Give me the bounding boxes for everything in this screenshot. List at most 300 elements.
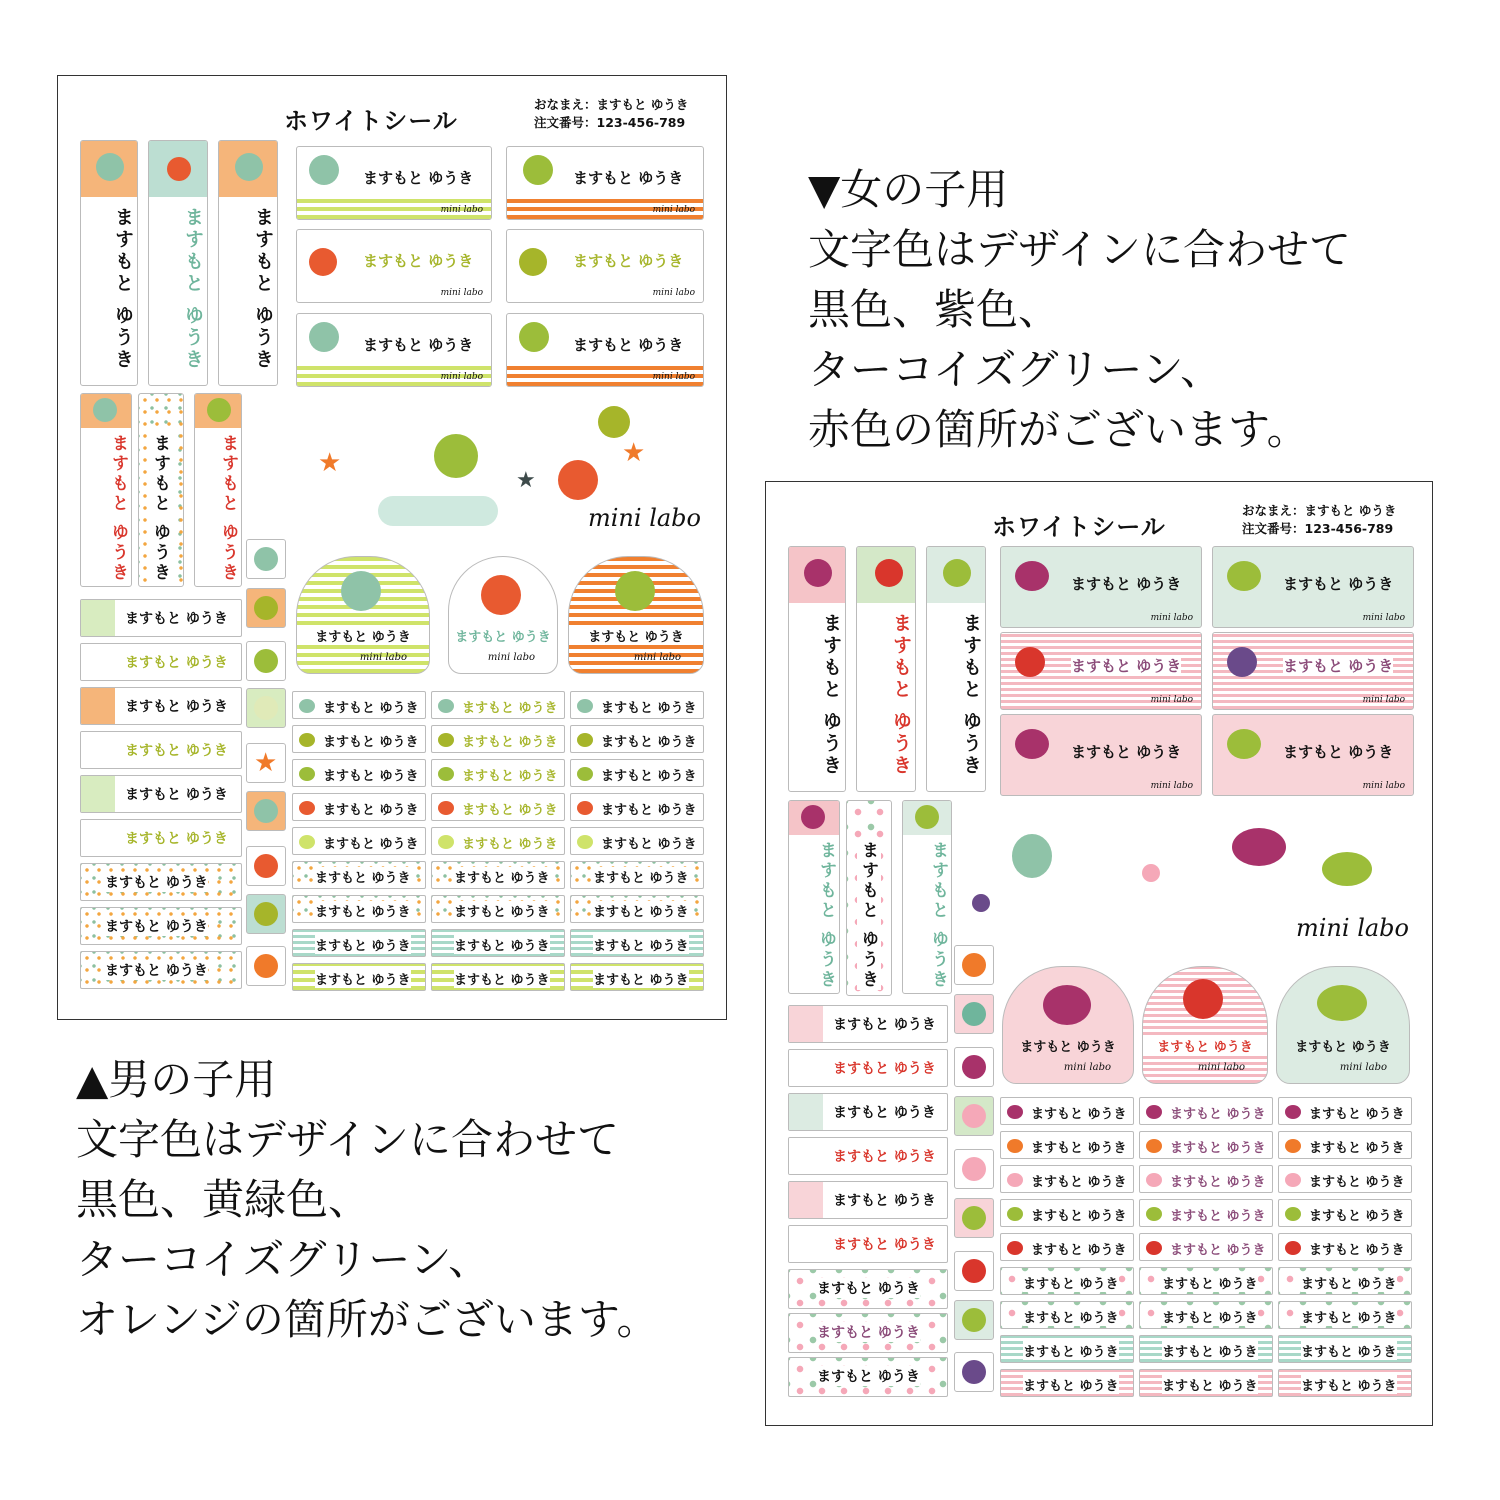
name-label-small — [1000, 1199, 1134, 1227]
name-label-small — [1000, 1369, 1134, 1397]
heart-icon — [1015, 647, 1045, 677]
name-text: ますもと ゆうき — [363, 252, 474, 270]
alien-cap — [195, 394, 241, 428]
name-text: ますもと ゆうき — [1301, 1341, 1397, 1360]
name-text: ますもと ゆうき — [105, 916, 208, 936]
name-label: おなまえ： — [534, 97, 597, 112]
moon-icon — [577, 835, 593, 849]
clover-icon — [962, 1308, 986, 1332]
name-text: ますもと ゆうき — [315, 867, 411, 886]
name-text: ますもと ゆうき — [1170, 1107, 1266, 1122]
name-text: ますもと ゆうき — [1162, 1375, 1258, 1394]
bird-icon — [804, 559, 832, 587]
flower-icon — [789, 1006, 823, 1042]
icon-sticker — [246, 846, 286, 886]
name-label-small — [292, 725, 426, 753]
name-text: ますもと ゆうき — [454, 867, 550, 886]
bird-icon — [801, 805, 825, 829]
girl-sticker-sheet — [765, 481, 1433, 1426]
name-text: ますもと ゆうき — [817, 1278, 920, 1298]
moon-icon — [254, 799, 278, 823]
brand-text: mini labo — [1362, 781, 1405, 791]
boy-sticker-sheet — [57, 75, 727, 1020]
tall-label — [788, 546, 846, 792]
planet-icon — [81, 644, 115, 680]
name-text: ますもと ゆうき — [462, 837, 558, 852]
alien-icon — [235, 153, 263, 181]
name-label-small — [1139, 1131, 1273, 1159]
name-label-small — [1000, 1301, 1134, 1329]
flower-icon — [1146, 1241, 1162, 1255]
alien-icon — [309, 322, 339, 352]
name-label-medium — [788, 1225, 948, 1263]
alien-icon — [438, 699, 454, 713]
alien-icon — [519, 322, 549, 352]
planet-icon — [299, 733, 315, 747]
planet-icon — [577, 733, 593, 747]
name-text: ますもと ゆうき — [1170, 1141, 1266, 1156]
name-text: ますもと ゆうき — [1309, 1141, 1405, 1156]
name-label-small — [431, 793, 565, 821]
star-icon: ★ — [254, 748, 278, 778]
name-text: ますもと ゆうき — [454, 935, 550, 954]
name-label-small — [431, 963, 565, 991]
name-text: ますもと ゆうき — [817, 1366, 920, 1386]
alien-icon — [577, 767, 593, 781]
brand-text: mini labo — [1150, 781, 1193, 791]
name-label-medium — [80, 951, 242, 989]
icon-sticker — [954, 994, 994, 1034]
clover-icon — [962, 1002, 986, 1026]
name-text: ますもと ゆうき — [462, 803, 558, 818]
planet-icon — [481, 575, 521, 615]
ufo-icon — [254, 902, 278, 926]
name-text: ますもと ゆうき — [1162, 1341, 1258, 1360]
flower-icon — [1007, 1139, 1023, 1153]
bird-icon — [962, 1206, 986, 1230]
brand-text: mini labo — [1063, 1062, 1111, 1073]
moon-icon — [299, 835, 315, 849]
name-label-small — [292, 793, 426, 821]
name-label-small — [570, 861, 704, 889]
name-text: ますもと ゆうき — [833, 1017, 936, 1033]
name-label-small — [292, 929, 426, 957]
planet-cap — [149, 141, 207, 197]
name-label-large — [1212, 714, 1414, 796]
name-text: ますもと ゆうき — [833, 1061, 936, 1077]
icon-sticker — [246, 588, 286, 628]
name-text: ますもと ゆうき — [455, 630, 551, 645]
name-text: ますもと ゆうき — [593, 935, 689, 954]
name-label-medium — [788, 1005, 948, 1043]
icon-sticker — [954, 1300, 994, 1340]
planet-icon — [167, 157, 191, 181]
vertical-name: ますもと ゆうき — [112, 207, 134, 371]
vertical-name: ますもと ゆうき — [149, 434, 173, 583]
icon-sticker — [954, 1047, 994, 1087]
alien-icon — [438, 767, 454, 781]
star-icon: ★ — [622, 438, 646, 468]
brand-text: mini labo — [1197, 1062, 1245, 1073]
bird-icon — [789, 1094, 823, 1130]
note-line: ▼女の子用 — [808, 165, 1009, 214]
name-label-small — [1000, 1131, 1134, 1159]
icon-sticker — [954, 1096, 994, 1136]
name-text: ますもと ゆうき — [323, 735, 419, 750]
brand-text: mini labo — [359, 652, 407, 663]
name-label-small — [570, 827, 704, 855]
planet-icon — [309, 248, 337, 276]
flower-icon — [1146, 1173, 1162, 1187]
bird-icon — [1007, 1105, 1023, 1119]
name-text: ますもと ゆうき — [1301, 1307, 1397, 1326]
bird-icon — [1232, 828, 1286, 866]
name-label-small — [292, 759, 426, 787]
name-text: ますもと ゆうき — [315, 935, 411, 954]
bird-icon — [1285, 1207, 1301, 1221]
flower-icon — [962, 953, 986, 977]
icon-sticker — [954, 1352, 994, 1392]
brand-text: mini labo — [440, 288, 483, 298]
name-text: ますもと ゆうき — [1309, 1209, 1405, 1224]
bird-icon — [943, 559, 971, 587]
icon-sticker — [246, 539, 286, 579]
bird-cap — [789, 547, 845, 603]
name-label-small — [1139, 1097, 1273, 1125]
name-text: ますもと ゆうき — [1283, 657, 1394, 675]
name-text: ますもと ゆうき — [573, 336, 684, 354]
name-label-small — [292, 963, 426, 991]
name-text: ますもと ゆうき — [125, 655, 228, 671]
note-line: 赤色の箇所がございます。 — [808, 405, 1309, 454]
tall-label — [218, 140, 278, 386]
brand-text: mini labo — [1150, 695, 1193, 705]
brand-text: mini labo — [440, 205, 483, 215]
name-label-medium — [80, 599, 242, 637]
name-text: ますもと ゆうき — [1170, 1175, 1266, 1190]
name-text: ますもと ゆうき — [1295, 1040, 1391, 1055]
alien-icon — [254, 649, 278, 673]
vertical-name: ますもと ゆうき — [928, 841, 948, 990]
icon-sticker — [246, 894, 286, 934]
vertical-name: ますもと ゆうき — [252, 207, 274, 371]
flower-icon — [789, 1138, 823, 1174]
name-label-small — [292, 691, 426, 719]
name-label-medium — [80, 687, 242, 725]
name-label-small — [1000, 1233, 1134, 1261]
bird-icon — [1015, 729, 1049, 759]
moon-icon — [81, 820, 115, 856]
name-text: ますもと ゆうき — [573, 169, 684, 187]
bird-icon — [1146, 1207, 1162, 1221]
name-label-small — [1278, 1233, 1412, 1261]
brand-logo: mini labo — [588, 504, 701, 532]
name-text: ますもと ゆうき — [454, 969, 550, 988]
note-line: 文字色はデザインに合わせて — [808, 225, 1352, 274]
flower-icon — [1227, 647, 1257, 677]
bird-icon — [915, 805, 939, 829]
name-text: ますもと ゆうき — [1143, 1036, 1267, 1055]
vertical-name: ますもと ゆうき — [960, 613, 982, 777]
bird-icon — [1322, 852, 1372, 886]
name-text: ますもと ゆうき — [1301, 1273, 1397, 1292]
name-label-small — [1278, 1131, 1412, 1159]
name-text: ますもと ゆうき — [1309, 1175, 1405, 1190]
name-text: ますもと ゆうき — [1020, 1040, 1116, 1055]
name-text: ますもと ゆうき — [1170, 1243, 1266, 1258]
name-text: ますもと ゆうき — [833, 1149, 936, 1165]
star-icon — [81, 732, 115, 768]
name-label-small — [292, 827, 426, 855]
heart-icon — [1183, 979, 1223, 1019]
name-label-small — [1000, 1335, 1134, 1363]
thin-tall-label — [138, 393, 184, 587]
alien-icon — [615, 571, 655, 611]
note-line: 文字色はデザインに合わせて — [76, 1115, 620, 1164]
vertical-name: ますもと ゆうき — [218, 434, 238, 583]
name-text: ますもと ゆうき — [1031, 1209, 1127, 1224]
name-label-medium — [80, 643, 242, 681]
name-text: ますもと ゆうき — [1283, 575, 1394, 593]
name-text: ますもと ゆうき — [462, 735, 558, 750]
name-text: ますもと ゆうき — [601, 837, 697, 852]
name-text: ますもと ゆうき — [1309, 1107, 1405, 1122]
name-label-large — [1212, 632, 1414, 710]
name-text: ますもと ゆうき — [462, 769, 558, 784]
bird-icon — [1227, 729, 1261, 759]
name-text: ますもと ゆうき — [1071, 575, 1182, 593]
name-text: ますもと ゆうき — [601, 769, 697, 784]
thin-tall-label — [902, 800, 952, 994]
alien-cap — [81, 394, 131, 428]
flower-icon — [1007, 1173, 1023, 1187]
bird-cap — [927, 547, 985, 603]
name-text: ますもと ゆうき — [1023, 1375, 1119, 1394]
name-label-small — [431, 725, 565, 753]
bird-icon — [1146, 1105, 1162, 1119]
icon-sticker — [954, 1198, 994, 1238]
planet-icon — [254, 954, 278, 978]
name-text: ますもと ゆうき — [573, 252, 684, 270]
icon-sticker — [954, 945, 994, 985]
name-text: ますもと ゆうき — [593, 969, 689, 988]
order-meta — [1242, 502, 1396, 538]
name-text: ますもと ゆうき — [297, 626, 429, 645]
order-label: 注文番号： — [1242, 521, 1305, 536]
vertical-name: ますもと ゆうき — [820, 613, 842, 777]
name-value: ますもと ゆうき — [1304, 503, 1397, 518]
vertical-name: ますもと ゆうき — [182, 207, 204, 371]
bird-icon — [789, 1226, 823, 1262]
name-text: ますもと ゆうき — [833, 1237, 936, 1253]
flower-icon — [1285, 1139, 1301, 1153]
vertical-name: ますもと ゆうき — [857, 841, 881, 990]
sheet-title: ホワイトシール — [284, 107, 458, 135]
name-label-medium — [80, 863, 242, 901]
name-text: ますもと ゆうき — [1023, 1273, 1119, 1292]
clover-icon — [789, 1050, 823, 1086]
spiral-icon — [254, 696, 278, 720]
name-text: ますもと ゆうき — [125, 787, 228, 803]
name-label-small — [1278, 1267, 1412, 1295]
name-text: ますもと ゆうき — [315, 901, 411, 920]
flower-icon — [962, 1104, 986, 1128]
name-label-medium — [788, 1137, 948, 1175]
dome-label — [296, 556, 430, 674]
brand-text: mini labo — [1362, 613, 1405, 623]
cloud-icon — [378, 496, 498, 526]
planet-icon — [438, 801, 454, 815]
name-label-small — [570, 725, 704, 753]
alien-icon — [207, 398, 231, 422]
alien-icon — [96, 153, 124, 181]
bird-icon — [1007, 1207, 1023, 1221]
name-label-large — [1000, 546, 1202, 628]
name-label-small — [431, 691, 565, 719]
name-text: ますもと ゆうき — [569, 626, 703, 645]
brand-logo: mini labo — [1296, 914, 1409, 942]
illustration-area — [258, 398, 708, 546]
alien-icon — [309, 155, 339, 185]
heart-icon — [875, 559, 903, 587]
name-label-medium — [788, 1357, 948, 1397]
name-text: ますもと ゆうき — [125, 743, 228, 759]
flower-icon — [1285, 1241, 1301, 1255]
icon-sticker — [246, 946, 286, 986]
name-text: ますもと ゆうき — [1031, 1243, 1127, 1258]
name-label-large — [506, 229, 704, 303]
name-label-small — [1139, 1335, 1273, 1363]
bird-cap — [903, 801, 951, 835]
name-label-small — [292, 895, 426, 923]
alien-icon — [341, 571, 381, 611]
name-text: ますもと ゆうき — [1283, 743, 1394, 761]
name-label-large — [506, 146, 704, 220]
name-text: ますもと ゆうき — [454, 901, 550, 920]
icon-sticker — [246, 641, 286, 681]
alien-cap — [81, 141, 137, 197]
flower-icon — [1007, 1241, 1023, 1255]
brand-text: mini labo — [1150, 613, 1193, 623]
bird-cap — [789, 801, 839, 835]
name-text: ますもと ゆうき — [1162, 1273, 1258, 1292]
name-label-small — [292, 861, 426, 889]
flower-icon — [1285, 1173, 1301, 1187]
dome-label — [1276, 966, 1410, 1084]
name-text: ますもと ゆうき — [1170, 1209, 1266, 1224]
name-label-medium — [80, 819, 242, 857]
tall-label — [856, 546, 916, 792]
name-label-small — [1000, 1267, 1134, 1295]
alien-icon — [577, 699, 593, 713]
bird-icon — [962, 1055, 986, 1079]
name-label-small — [570, 929, 704, 957]
name-text: ますもと ゆうき — [833, 1193, 936, 1209]
name-text: ますもと ゆうき — [1071, 743, 1182, 761]
alien-icon — [299, 767, 315, 781]
name-text: ますもと ゆうき — [363, 169, 474, 187]
name-label-medium — [788, 1269, 948, 1309]
name-label-small — [1139, 1199, 1273, 1227]
note-line: ターコイズグリーン、 — [808, 345, 1223, 394]
planet-icon — [254, 854, 278, 878]
vertical-name: ますもと ゆうき — [108, 434, 128, 583]
name-label-small — [570, 895, 704, 923]
name-label-small — [431, 861, 565, 889]
alien-icon — [523, 155, 553, 185]
alien-icon — [81, 600, 115, 636]
brand-text: mini labo — [1362, 695, 1405, 705]
order-value: 123-456-789 — [596, 115, 686, 130]
name-label-small — [431, 827, 565, 855]
name-label-small — [1139, 1369, 1273, 1397]
planet-icon — [577, 801, 593, 815]
dome-label — [1142, 966, 1268, 1084]
name-text: ますもと ゆうき — [1301, 1375, 1397, 1394]
name-label-small — [1278, 1301, 1412, 1329]
name-label-medium — [788, 1049, 948, 1087]
alien-icon — [93, 398, 117, 422]
name-text: ますもと ゆうき — [315, 969, 411, 988]
bird-icon — [1015, 561, 1049, 591]
icon-sticker — [246, 791, 286, 831]
bird-icon — [1285, 1105, 1301, 1119]
name-text: ますもと ゆうき — [1031, 1107, 1127, 1122]
brand-text: mini labo — [1339, 1062, 1387, 1073]
tall-label — [926, 546, 986, 792]
name-label-medium — [80, 907, 242, 945]
icon-sticker — [246, 688, 286, 728]
name-text: ますもと ゆうき — [323, 803, 419, 818]
name-text: ますもと ゆうき — [105, 872, 208, 892]
alien-character-icon — [434, 434, 478, 478]
name-text: ますもと ゆうき — [1031, 1175, 1127, 1190]
sheet-title: ホワイトシール — [992, 513, 1166, 541]
name-label-small — [1000, 1097, 1134, 1125]
brand-text: mini labo — [652, 288, 695, 298]
name-text: ますもと ゆうき — [462, 701, 558, 716]
flower-icon — [789, 1182, 823, 1218]
planet-icon — [598, 406, 630, 438]
name-label-small — [1278, 1165, 1412, 1193]
icon-sticker — [246, 743, 286, 783]
name-value: ますもと ゆうき — [596, 97, 689, 112]
name-label-small — [1139, 1301, 1273, 1329]
planet-icon — [519, 248, 547, 276]
name-label-small — [1139, 1165, 1273, 1193]
name-text: ますもと ゆうき — [105, 960, 208, 980]
name-label-medium — [80, 775, 242, 813]
name-text: ますもと ゆうき — [601, 701, 697, 716]
name-label-large — [506, 313, 704, 387]
name-text: ますもと ゆうき — [323, 837, 419, 852]
name-text: ますもと ゆうき — [125, 699, 228, 715]
bird-icon — [1043, 985, 1091, 1025]
note-line: ▲男の子用 — [76, 1055, 277, 1104]
girl-color-note — [808, 160, 1351, 460]
tall-label — [148, 140, 208, 386]
name-label-small — [1000, 1165, 1134, 1193]
leaf-icon — [1012, 834, 1052, 878]
star-icon: ★ — [516, 468, 536, 493]
boy-color-note — [76, 1050, 659, 1350]
thin-tall-label — [846, 800, 892, 996]
order-value: 123-456-789 — [1304, 521, 1394, 536]
planet-icon — [254, 596, 278, 620]
note-line: 黒色、紫色、 — [808, 285, 1061, 334]
name-label-large — [1212, 546, 1414, 628]
order-meta — [534, 96, 688, 132]
